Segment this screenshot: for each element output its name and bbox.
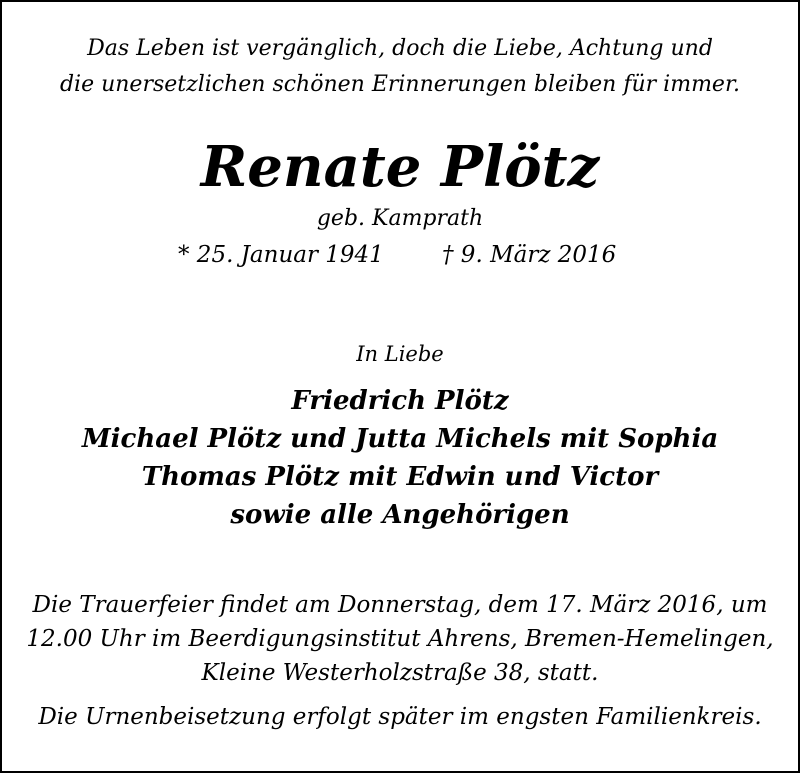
in-love-heading: In Liebe	[356, 342, 444, 366]
deceased-name: Renate Plötz	[200, 134, 600, 200]
quote-line-1: Das Leben ist vergänglich, doch die Liebe, Achtung und	[87, 36, 713, 61]
service-line-2: 12.00 Uhr im Beerdigungsinstitut Ahrens, Bremen-Hemelingen,	[26, 626, 774, 652]
mourner-line-3: Thomas Plötz mit Edwin und Victor	[141, 462, 659, 492]
mourner-line-2: Michael Plötz und Jutta Michels mit Sophia	[81, 424, 719, 454]
service-line-3: Kleine Westerholzstraße 38, statt.	[201, 660, 599, 686]
death-date: † 9. März 2016	[442, 242, 617, 268]
service-line-1: Die Trauerfeier findet am Donnerstag, dem 17. März 2016, um	[32, 592, 768, 618]
maiden-name: geb. Kamprath	[316, 206, 484, 231]
mourner-line-4: sowie alle Angehörigen	[230, 500, 570, 530]
quote-line-2: die unersetzlichen schönen Erinnerungen bleiben für immer.	[59, 72, 741, 97]
birth-date: * 25. Januar 1941	[178, 242, 384, 268]
mourner-line-1: Friedrich Plötz	[291, 386, 509, 416]
burial-line: Die Urnenbeisetzung erfolgt später im engsten Familienkreis.	[38, 704, 762, 730]
